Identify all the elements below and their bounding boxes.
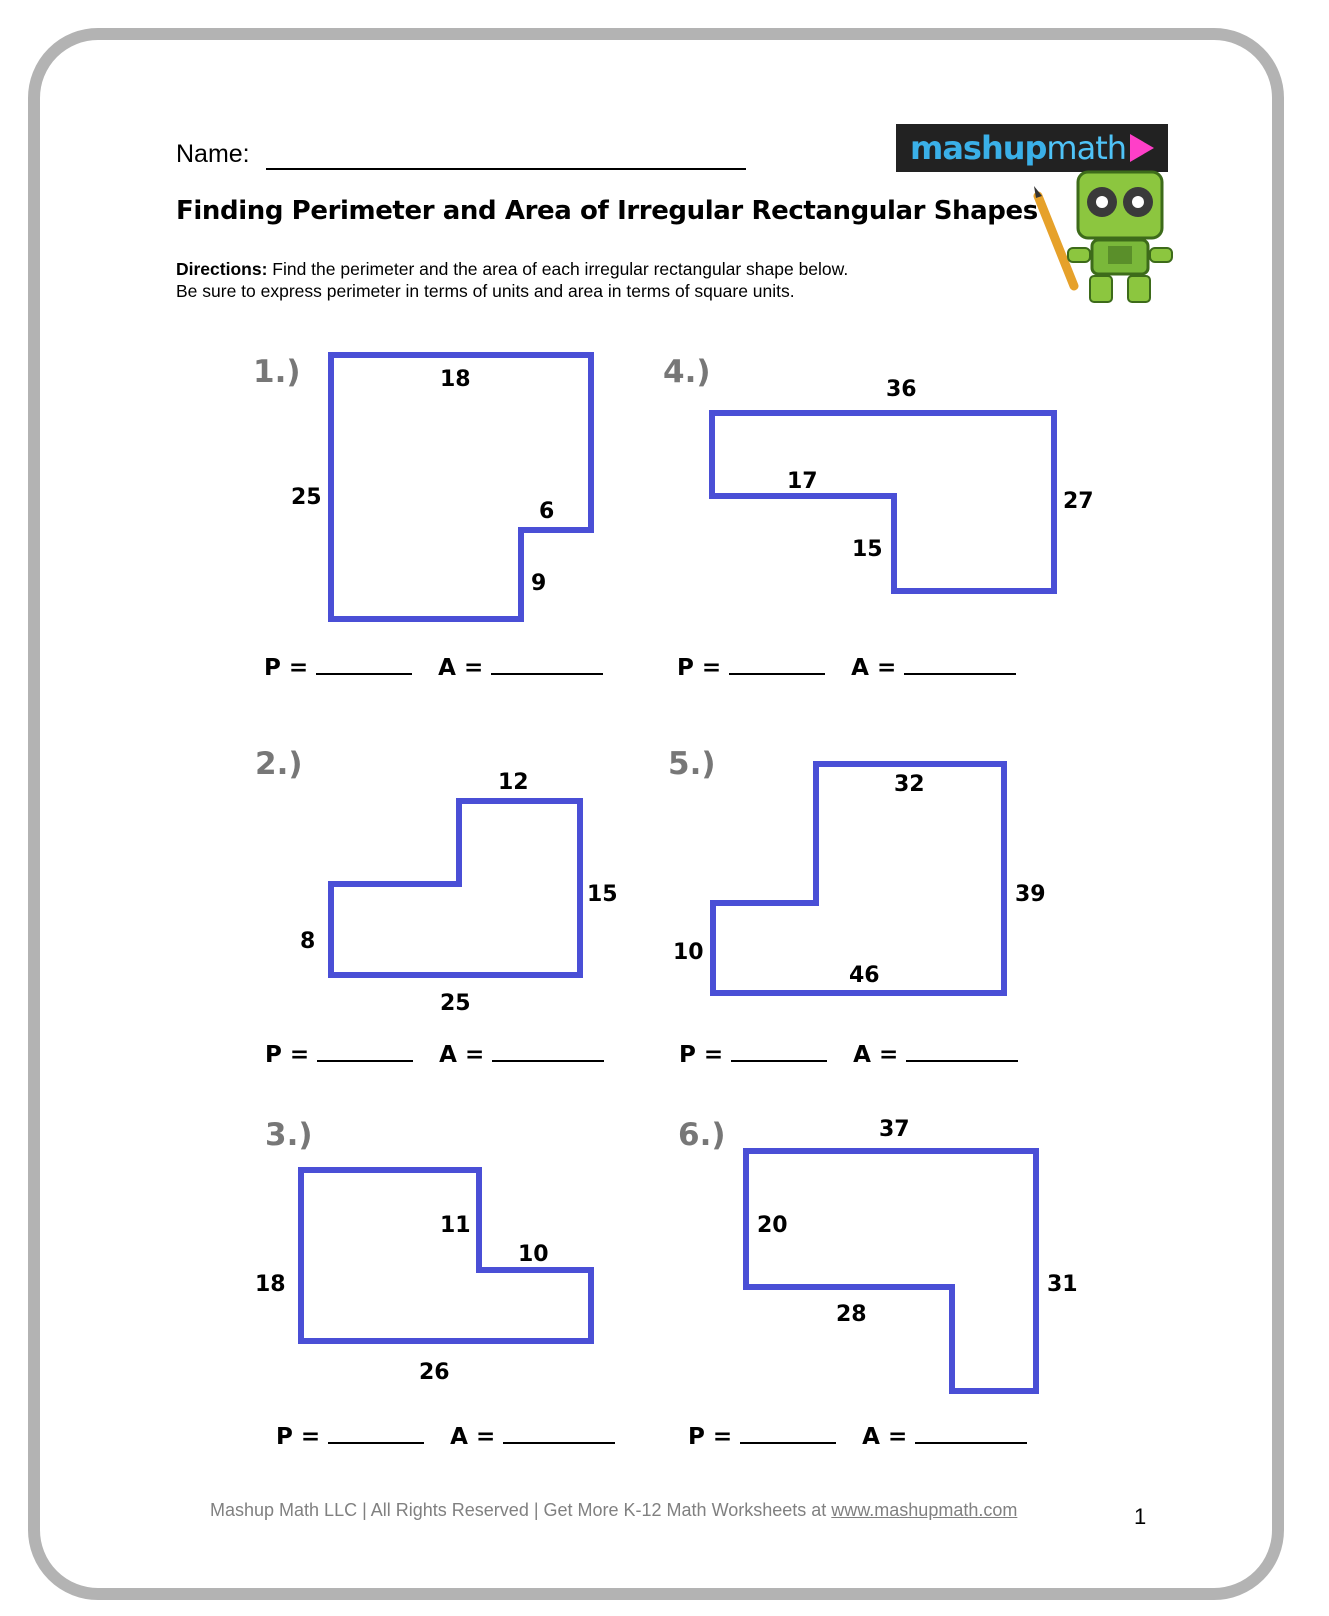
area-label: A = — [851, 655, 897, 681]
perimeter-label: P = — [688, 1424, 733, 1450]
problem-1-label-inner: 9 — [531, 571, 547, 596]
problem-4-label-right: 27 — [1063, 489, 1094, 514]
perimeter-blank[interactable] — [740, 1424, 836, 1444]
area-label: A = — [439, 1042, 485, 1068]
problem-3-label-left: 18 — [255, 1272, 286, 1297]
problem-5-answers — [679, 1042, 1018, 1068]
area-blank[interactable] — [904, 655, 1016, 675]
perimeter-label: P = — [264, 655, 309, 681]
problem-2-answers — [265, 1042, 604, 1068]
problem-4-label-inner: 15 — [852, 537, 883, 562]
footer-link[interactable]: www.mashupmath.com — [831, 1500, 1018, 1520]
perimeter-blank[interactable] — [328, 1424, 424, 1444]
problem-2-number: 2.) — [255, 746, 303, 782]
directions-label: Directions: — [176, 259, 268, 279]
area-blank[interactable] — [915, 1424, 1027, 1444]
problem-4-answers — [677, 655, 1016, 681]
problem-5-number: 5.) — [668, 746, 716, 782]
perimeter-label: P = — [677, 655, 722, 681]
area-label: A = — [862, 1424, 908, 1450]
problem-2-label-right: 15 — [587, 882, 618, 907]
area-blank[interactable] — [503, 1424, 615, 1444]
problem-3-label-bottom: 26 — [419, 1360, 450, 1385]
problem-1-answers — [264, 655, 603, 681]
shape-6 — [746, 1151, 1036, 1391]
perimeter-blank[interactable] — [729, 655, 825, 675]
area-blank[interactable] — [491, 655, 603, 675]
worksheet-title: Finding Perimeter and Area of Irregular Rectangular Shapes — [176, 196, 1038, 226]
problem-3-label-step: 11 — [440, 1213, 471, 1238]
name-label: Name: — [176, 140, 250, 168]
problem-2-label-left: 8 — [300, 929, 316, 954]
shape-1 — [331, 355, 591, 619]
problem-2-label-bottom: 25 — [440, 991, 471, 1016]
shape-2 — [331, 801, 580, 975]
problem-3-number: 3.) — [265, 1117, 313, 1153]
logo-math-text: math — [1046, 129, 1127, 167]
area-label: A = — [438, 655, 484, 681]
problem-6-label-left: 20 — [757, 1213, 788, 1238]
perimeter-blank[interactable] — [317, 1042, 413, 1062]
perimeter-label: P = — [679, 1042, 724, 1068]
problem-6-label-right: 31 — [1047, 1272, 1078, 1297]
area-label: A = — [853, 1042, 899, 1068]
problem-1-label-left: 25 — [291, 485, 322, 510]
problem-5-label-bottom: 46 — [849, 963, 880, 988]
perimeter-label: P = — [276, 1424, 321, 1450]
problem-4-number: 4.) — [663, 354, 711, 390]
problem-1-number: 1.) — [253, 354, 301, 390]
problem-3-answers — [276, 1424, 615, 1450]
problem-3-label-inner: 10 — [518, 1242, 549, 1267]
problem-1-label-top: 18 — [440, 367, 471, 392]
directions-line-1: Find the perimeter and the area of each irregular rectangular shape below. — [272, 259, 849, 279]
problem-1-label-step: 6 — [539, 499, 555, 524]
problem-5-label-left: 10 — [673, 940, 704, 965]
perimeter-blank[interactable] — [316, 655, 412, 675]
problem-6-number: 6.) — [678, 1117, 726, 1153]
problem-2-label-top: 12 — [498, 770, 529, 795]
problem-6-answers — [688, 1424, 1027, 1450]
directions-line-2: Be sure to express perimeter in terms of units and area in terms of square units. — [176, 281, 795, 301]
shape-4 — [712, 413, 1054, 591]
area-label: A = — [450, 1424, 496, 1450]
problem-6-label-top: 37 — [879, 1117, 910, 1142]
perimeter-blank[interactable] — [731, 1042, 827, 1062]
problem-5-label-right: 39 — [1015, 882, 1046, 907]
page-number: 1 — [1134, 1504, 1147, 1529]
problem-4-label-top: 36 — [886, 377, 917, 402]
logo-mashup-text: mashup — [909, 129, 1047, 167]
area-blank[interactable] — [492, 1042, 604, 1062]
shape-5 — [713, 764, 1004, 993]
problem-4-label-step: 17 — [787, 469, 818, 494]
perimeter-label: P = — [265, 1042, 310, 1068]
problem-5-label-top: 32 — [894, 772, 925, 797]
footer-text: Mashup Math LLC | All Rights Reserved | Get More K-12 Math Worksheets at — [210, 1500, 832, 1520]
footer — [210, 1500, 1017, 1521]
problem-6-label-step: 28 — [836, 1302, 867, 1327]
area-blank[interactable] — [906, 1042, 1018, 1062]
